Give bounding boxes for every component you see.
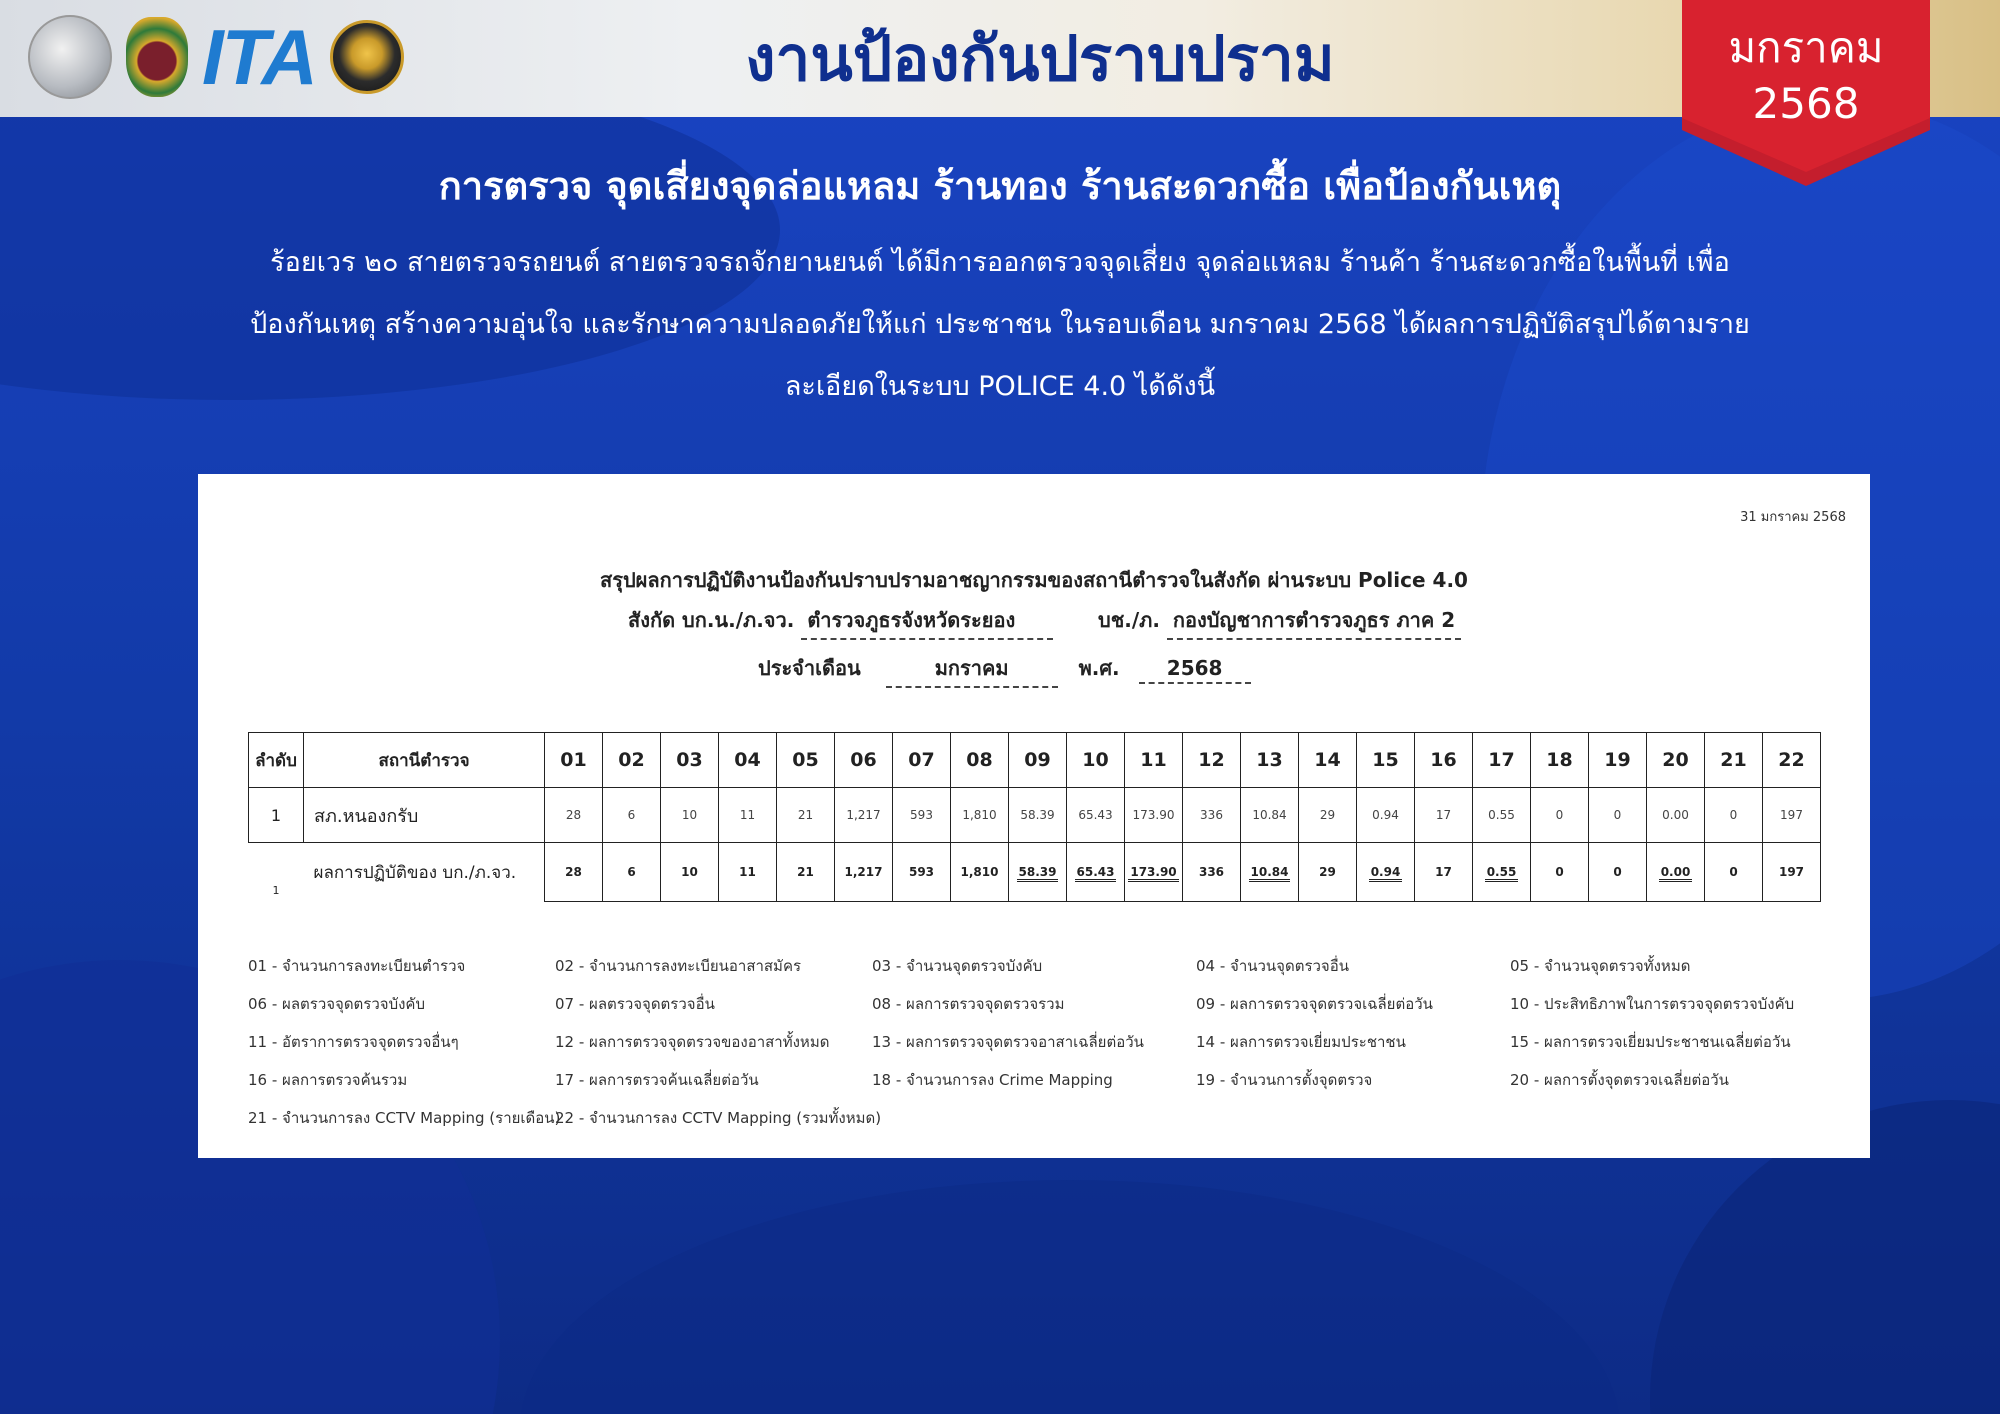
- table-cell: 1,810: [951, 788, 1009, 843]
- col-header: 15: [1357, 733, 1415, 788]
- summary-cell: 11: [719, 843, 777, 902]
- summary-cell: [1125, 843, 1183, 902]
- legend-item: 06 - ผลตรวจจุดตรวจบังคับ: [248, 995, 425, 1013]
- col-station-header: สถานีตำรวจ: [304, 733, 545, 788]
- table-cell: 0.55: [1473, 788, 1531, 843]
- legend-item: 10 - ประสิทธิภาพในการตรวจจุดตรวจบังคับ: [1510, 995, 1795, 1013]
- legend-item: 11 - อัตราการตรวจจุดตรวจอื่นๆ: [248, 1033, 459, 1051]
- summary-value: 58.39: [1017, 865, 1059, 882]
- results-table: [248, 732, 1821, 902]
- summary-cell: 0: [1589, 843, 1647, 902]
- summary-value: 0.55: [1485, 865, 1519, 882]
- legend-row: [248, 1030, 1848, 1068]
- summary-cell: [1647, 843, 1705, 902]
- col-header: 12: [1183, 733, 1241, 788]
- summary-value: 65.43: [1075, 865, 1117, 882]
- table-cell: 10: [661, 788, 719, 843]
- table-cell: 28: [545, 788, 603, 843]
- summary-cell: [1473, 843, 1531, 902]
- legend-item: 05 - จำนวนจุดตรวจทั้งหมด: [1510, 957, 1691, 975]
- summary-cell: [1009, 843, 1067, 902]
- table-cell: 593: [893, 788, 951, 843]
- summary-cell: [1241, 843, 1299, 902]
- col-header: 16: [1415, 733, 1473, 788]
- col-header: 06: [835, 733, 893, 788]
- legend-item: 16 - ผลการตรวจค้นรวม: [248, 1071, 408, 1089]
- summary-value: 173.90: [1128, 865, 1178, 882]
- summary-cell: [1357, 843, 1415, 902]
- legend-row: [248, 954, 1848, 992]
- col-header: 11: [1125, 733, 1183, 788]
- description-line: ร้อยเวร ๒๐ สายตรวจรถยนต์ สายตรวจรถจักยานยนต์ ได้มีการออกตรวจจุดเสี่ยง จุดล่อแหลม ร้านค้า ร้านสะดวกซื้อในพื้นที่ เพื่อ: [270, 247, 1730, 278]
- table-cell: 17: [1415, 788, 1473, 843]
- summary-cell: [1067, 843, 1125, 902]
- col-header: 21: [1705, 733, 1763, 788]
- table-cell: 336: [1183, 788, 1241, 843]
- table-cell: 11: [719, 788, 777, 843]
- table-cell: 0: [1589, 788, 1647, 843]
- legend-item: 22 - จำนวนการลง CCTV Mapping (รวมทั้งหมด): [555, 1109, 882, 1127]
- col-header: 14: [1299, 733, 1357, 788]
- month-field-value: มกราคม: [886, 652, 1058, 688]
- summary-cell: 6: [603, 843, 661, 902]
- summary-cell: 28: [545, 843, 603, 902]
- legend-row: [248, 1106, 1848, 1144]
- table-cell: 29: [1299, 788, 1357, 843]
- summary-cell: 1,810: [951, 843, 1009, 902]
- summary-cell: 21: [777, 843, 835, 902]
- legend-item: 04 - จำนวนจุดตรวจอื่น: [1196, 957, 1349, 975]
- table-cell: 21: [777, 788, 835, 843]
- legend-item: 08 - ผลการตรวจจุดตรวจรวม: [872, 995, 1065, 1013]
- col-header: 22: [1763, 733, 1821, 788]
- summary-cell: 10: [661, 843, 719, 902]
- table-cell: 58.39: [1009, 788, 1067, 843]
- summary-index: 1: [272, 884, 280, 897]
- legend-item: 15 - ผลการตรวจเยี่ยมประชาชนเฉลี่ยต่อวัน: [1510, 1033, 1791, 1051]
- col-header: 13: [1241, 733, 1299, 788]
- col-header: 03: [661, 733, 719, 788]
- table-header-row: [249, 733, 1821, 788]
- col-header: 09: [1009, 733, 1067, 788]
- year-field-label: พ.ศ.: [1078, 656, 1120, 680]
- year-label: 2568: [1752, 79, 1860, 128]
- col-header: 07: [893, 733, 951, 788]
- report-date: 31 มกราคม 2568: [1740, 510, 1846, 525]
- table-cell: 1,217: [835, 788, 893, 843]
- report-title: สรุปผลการปฏิบัติงานป้องกันปราบปรามอาชญากรรมของสถานีตำรวจในสังกัด ผ่านระบบ Police 4.0: [600, 568, 1468, 592]
- legend-item: 18 - จำนวนการลง Crime Mapping: [872, 1071, 1113, 1089]
- month-field-label: ประจำเดือน: [758, 656, 861, 680]
- table-cell: 10.84: [1241, 788, 1299, 843]
- table-cell: 0: [1531, 788, 1589, 843]
- col-header: 05: [777, 733, 835, 788]
- summary-value: 10.84: [1249, 865, 1291, 882]
- col-index-header: ลำดับ: [249, 733, 304, 788]
- command-label: บช./ภ.: [1098, 608, 1160, 632]
- police-emblem-icon: [28, 15, 112, 99]
- col-header: 01: [545, 733, 603, 788]
- report-document: [198, 474, 1870, 1158]
- affiliation-line: [628, 604, 1053, 640]
- legend-item: 12 - ผลการตรวจจุดตรวจของอาสาทั้งหมด: [555, 1033, 830, 1051]
- legend-item: 01 - จำนวนการลงทะเบียนตำรวจ: [248, 957, 466, 975]
- summary-cell: 1,217: [835, 843, 893, 902]
- table-cell: 0: [1705, 788, 1763, 843]
- table-cell: 65.43: [1067, 788, 1125, 843]
- legend-row: [248, 992, 1848, 1030]
- date-ribbon-text: [1682, 20, 1930, 132]
- command-line: [1098, 604, 1461, 640]
- summary-cell: 0: [1705, 843, 1763, 902]
- legend-item: 13 - ผลการตรวจจุดตรวจอาสาเฉลี่ยต่อวัน: [872, 1033, 1144, 1051]
- legend-item: 02 - จำนวนการลงทะเบียนอาสาสมัคร: [555, 957, 802, 975]
- table-cell: 173.90: [1125, 788, 1183, 843]
- summary-value: 0.00: [1659, 865, 1693, 882]
- description: [230, 232, 1770, 418]
- legend-row: [248, 1068, 1848, 1106]
- summary-cell: 336: [1183, 843, 1241, 902]
- summary-cell: 0: [1531, 843, 1589, 902]
- table-row: [249, 788, 1821, 843]
- legend-item: 07 - ผลตรวจจุดตรวจอื่น: [555, 995, 715, 1013]
- summary-cell: 593: [893, 843, 951, 902]
- description-line: ละเอียดในระบบ POLICE 4.0 ได้ดังนี้: [784, 371, 1216, 402]
- command-value: กองบัญชาการตำรวจภูธร ภาค 2: [1167, 604, 1461, 640]
- col-header: 18: [1531, 733, 1589, 788]
- table-cell: 0.94: [1357, 788, 1415, 843]
- col-header: 20: [1647, 733, 1705, 788]
- legend-item: 21 - จำนวนการลง CCTV Mapping (รายเดือน): [248, 1109, 561, 1127]
- affiliation-label: สังกัด บก.น./ภ.จว.: [628, 608, 795, 632]
- col-header: 17: [1473, 733, 1531, 788]
- row-station: สภ.หนองกรับ: [304, 788, 545, 843]
- row-index: 1: [249, 788, 304, 843]
- legend-item: 20 - ผลการตั้งจุดตรวจเฉลี่ยต่อวัน: [1510, 1071, 1729, 1089]
- affiliation-value: ตำรวจภูธรจังหวัดระยอง: [801, 604, 1053, 640]
- description-line: ป้องกันเหตุ สร้างความอุ่นใจ และรักษาความปลอดภัยให้แก่ ประชาชน ในรอบเดือน มกราคม 2568 ได้ผลการปฏิบัติสรุปได้ตามราย: [250, 309, 1750, 340]
- summary-cell: 197: [1763, 843, 1821, 902]
- ita-logo: ITA: [202, 13, 316, 101]
- legend-item: 09 - ผลการตรวจจุดตรวจเฉลี่ยต่อวัน: [1196, 995, 1433, 1013]
- col-header: 08: [951, 733, 1009, 788]
- page-title: งานป้องกันปราบปราม: [745, 22, 1335, 95]
- col-header: 02: [603, 733, 661, 788]
- section-heading: การตรวจ จุดเสี่ยงจุดล่อแหลม ร้านทอง ร้านสะดวกซื้อ เพื่อป้องกันเหตุ: [438, 164, 1562, 208]
- summary-row: [249, 843, 1821, 902]
- table-cell: 0.00: [1647, 788, 1705, 843]
- month-label: มกราคม: [1728, 23, 1884, 72]
- summary-cell: 17: [1415, 843, 1473, 902]
- legend-item: 14 - ผลการตรวจเยี่ยมประชาชน: [1196, 1033, 1406, 1051]
- logo-group: [28, 14, 404, 100]
- col-header: 10: [1067, 733, 1125, 788]
- table-cell: 197: [1763, 788, 1821, 843]
- legend-item: 03 - จำนวนจุดตรวจบังคับ: [872, 957, 1043, 975]
- royal-police-crest-icon: [126, 17, 188, 97]
- col-header: 19: [1589, 733, 1647, 788]
- legend-item: 17 - ผลการตรวจค้นเฉลี่ยต่อวัน: [555, 1071, 759, 1089]
- station-badge-icon: [330, 20, 404, 94]
- legend-item: 19 - จำนวนการตั้งจุดตรวจ: [1196, 1071, 1373, 1089]
- legend: [248, 954, 1848, 1144]
- month-line: [758, 652, 1251, 688]
- bg-shape: [520, 1180, 1620, 1414]
- col-header: 04: [719, 733, 777, 788]
- table-cell: 6: [603, 788, 661, 843]
- summary-value: 0.94: [1369, 865, 1403, 882]
- year-field-value: 2568: [1139, 656, 1251, 684]
- summary-label: ผลการปฏิบัติของ บก./ภ.จว.: [304, 843, 545, 902]
- summary-cell: 29: [1299, 843, 1357, 902]
